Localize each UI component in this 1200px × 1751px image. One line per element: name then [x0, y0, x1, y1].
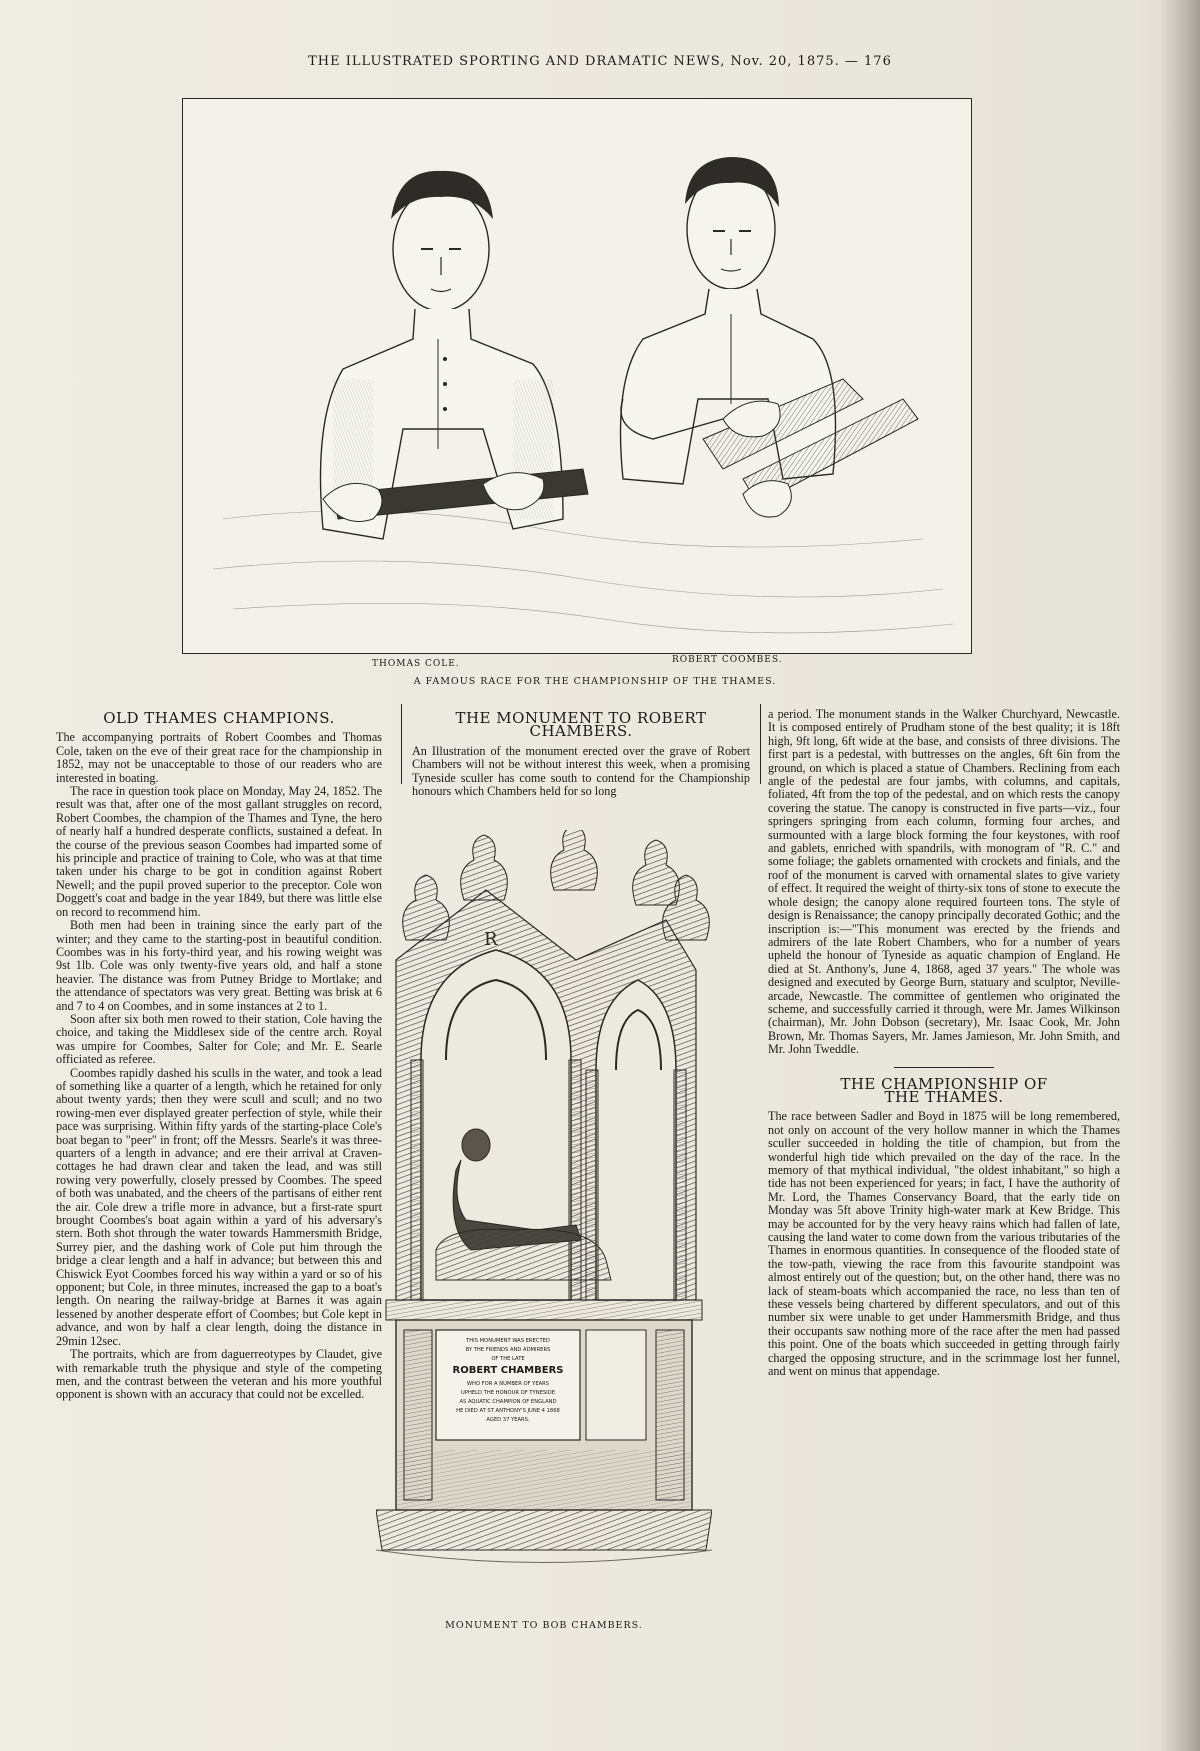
- svg-text:R: R: [484, 929, 498, 950]
- monument-engraving-art: [376, 830, 712, 1600]
- column-rule: [760, 704, 761, 784]
- section-divider: [894, 1067, 994, 1068]
- monument-engraving: [376, 830, 712, 1600]
- portrait-engraving: [182, 98, 972, 654]
- article-heading: THE MONUMENT TO ROBERT CHAMBERS.: [455, 709, 707, 741]
- paragraph: The portraits, which are from daguerreotypes by Claudet, give with remarkable truth the physique and style of the competing men, and the contrast between the veteran and his more youthful opponent is shown with an accuracy that could not be excelled.: [56, 1347, 382, 1402]
- inscription-line: AS AQUATIC CHAMPION OF ENGLAND: [459, 1399, 557, 1405]
- article-heading: THE THAMES.: [884, 1087, 1004, 1106]
- page-fold-shadow: [1160, 0, 1200, 1751]
- portrait-engraving-art: [183, 99, 971, 653]
- article-old-thames-champions: [56, 712, 382, 1632]
- paragraph: Coombes rapidly dashed his sculls in the water, and took a lead of something like a quarter of a length, which he retained for only about twenty yards; then they were scull and scull; and no two rowing-men ever displayed greater perfection of style, while their pace was surprising. Within fifty yards of the starting-place Cole's boat began to "peer" in front; off the Messrs. Searle's it was three-quarters of a length in advance; and ere their arrival at Craven-cottages he had drawn clear and taken the lead, and was still rowing very powerfully, closely pressed by Coombes. The speed of both was unabated, and the cheers of the partisans of either rent the air. Cole drew a trifle more in advance, but a first-rate spurt brought Coombes's boat again within a yard of his adversary's stern. Both shot through the water towards Hammersmith Bridge, Surrey pier, and the dashing work of Cole put him through the bridge a clear length and a half in advance; but between this and Chiswick Eyot Coombes forced his way within a yard or so of his opponent; but Cole, in three minutes, increased the gap to a boat's length. On nearing the railway-bridge at Barnes it was again lessened by another desperate effort of Coombes; but Cole kept in advance, and won by half a clear length, doing the distance in 29min 12sec.: [56, 1065, 382, 1348]
- portrait-caption: A FAMOUS RACE FOR THE CHAMPIONSHIP OF THE THAMES.: [413, 676, 777, 687]
- article-heading: THE CHAMPIONSHIP OF: [840, 1074, 1048, 1093]
- article-monument-continued: [768, 708, 1120, 1668]
- article-heading: OLD THAMES CHAMPIONS.: [103, 712, 335, 727]
- paragraph: a period. The monument stands in the Walker Churchyard, Newcastle. It is composed entirely of Prudham stone of the best quality; it is 18ft high, 9ft long, 6ft wide at the base, and consists of three divisions. The first part is a pedestal, with buttresses on the angles, 6ft 6in from the ground, on which is placed a statue of Chambers. Reclining from each angle of the pedestal are four jambs, with columns, and capitals, foliated, 4ft from the top of the pedestal, and on which rests the canopy covering the statue. The canopy is constructed in five parts—viz., four springers springing from each column, forming four arches, and surmounted with a large block forming the four keystones, with roof and gablets, enriched with spandrils, with monogram of "R. C." and some foliage; the gablets ornamented with crockets and finials, and the roof of the monument is carved with ornamental slates to give variety of effect. It required the weight of thirty-six tons of stone to execute the whole design; the canopy alone required fourteen tons. The style of design is Renaissance; the canopy principally decorated Gothic; and the inscription is:—"This monument was erected by the friends and admirers of the late Robert Chambers, who for a number of years upheld the honour of Tyneside as aquatic champion of England. He died at St. Anthony's, June 4, 1868, aged 37 years." The whole was designed and executed by George Burn, statuary and sculptor, Neville-arcade, Newcastle. The committee of gentlemen who originated the scheme, and successfully carried it through, were Mr. James Wilkinson (chairman), Mr. John Dobson (secretary), Mr. Isaac Cook, Mr. John Brown, Mr. Thomas Sayers, Mr. James Jamieson, Mr. John Smith, and Mr. John Tweddle.: [768, 708, 1120, 1057]
- inscription-line: HE DIED AT ST ANTHONY'S JUNE 4 1868: [456, 1408, 560, 1414]
- masthead: THE ILLUSTRATED SPORTING AND DRAMATIC NEWS, Nov. 20, 1875. — 176: [308, 54, 892, 69]
- inscription-name: ROBERT CHAMBERS: [452, 1365, 564, 1376]
- inscription-line: THIS MONUMENT WAS ERECTED: [466, 1338, 550, 1344]
- paragraph: Both men had been in training since the early part of the winter; and they came to the starting-post in beautiful condition. Coombes was in his forty-third year, and his rowing weight was 9st 1lb. Cole was only twenty-five years old, and half a stone heavier. The distance was from Putney Bridge to Mortlake; and the attendance of spectators was very great. Betting was brisk at 6 and 7 to 4 on Coombes, and in some instances at 2 to 1.: [56, 918, 382, 1013]
- portrait-left-name: THOMAS COLE.: [372, 659, 460, 669]
- paragraph: An Illustration of the monument erected over the grave of Robert Chambers will not be without interest this week, when a promising Tyneside sculler has come south to contend for the Championship honours which Chambers held for so long: [412, 743, 750, 799]
- portrait-right-name: ROBERT COOMBES.: [672, 655, 783, 665]
- paragraph: The race between Sadler and Boyd in 1875 will be long remembered, not only on account of the very hollow manner in which the Thames sculler succeeded in holding the title of champion, but from the wonderful high tide which prevailed on the day of the race. In the memory of that mythical individual, "the oldest inhabitant," so high a tide has not been experienced for years; in fact, I have the authority of Mr. Lord, the Thames Conservancy Board, that the early tide on Monday was 5ft above Trinity high-water mark at Kew Bridge. This may be accounted for by the very heavy rains which had fallen of late, causing the land water to come down from the various tributaries of the Thames in enormous quantities. In consequence of the flooded state of the tow-path, viewing the race from this favourite standpoint was almost entirely out of the question; but, on the other hand, there was no lack of steam-boats which accompanied the race, no less than ten of these vessels being chartered by different speculators, and out of this number six were unable to get under Hammersmith Bridge, and thus their occupants saw nothing more of the race after the men had passed this point. One of the boats which succeeded in getting through fairly charged the opposing structure, and in the scrimmage lost her funnel, and went on minus that appendage.: [768, 1109, 1120, 1379]
- paragraph: The accompanying portraits of Robert Coombes and Thomas Cole, taken on the eve of their great race for the championship in 1852, may not be unacceptable to those of our readers who are interested in boating.: [56, 730, 382, 785]
- inscription-line: WHO FOR A NUMBER OF YEARS: [466, 1381, 550, 1387]
- inscription-line: UPHELD THE HONOUR OF TYNESIDE: [461, 1390, 555, 1396]
- paragraph: The race in question took place on Monday, May 24, 1852. The result was that, after one of the most gallant struggles on record, Robert Coombes, the champion of the Thames and Tyne, the hero of nearly half a hundred desperate conflicts, sustained a defeat. In the course of the previous season Coombes had imparted some of his principle and practice of training to Cole, who was at that time taken under his charge to be got in condition against Robert Newell; and the pupil proved superior to the preceptor. Cole won Doggett's coat and badge in the year 1849, but there was little else on record to recommend him.: [56, 784, 382, 919]
- article-monument-robert-chambers: [412, 709, 750, 799]
- monument-caption: MONUMENT TO BOB CHAMBERS.: [445, 1620, 643, 1631]
- inscription-line: BY THE FRIENDS AND ADMIRERS: [465, 1347, 551, 1353]
- inscription-line: OF THE LATE: [491, 1356, 525, 1362]
- paragraph: Soon after six both men rowed to their station, Cole having the choice, and taking the Middlesex side of the centre arch. Royal was umpire for Coombes, Salter for Cole; and Mr. E. Searle officiated as referee.: [56, 1011, 382, 1067]
- inscription-line: AGED 37 YEARS.: [486, 1417, 530, 1423]
- column-rule: [401, 704, 402, 784]
